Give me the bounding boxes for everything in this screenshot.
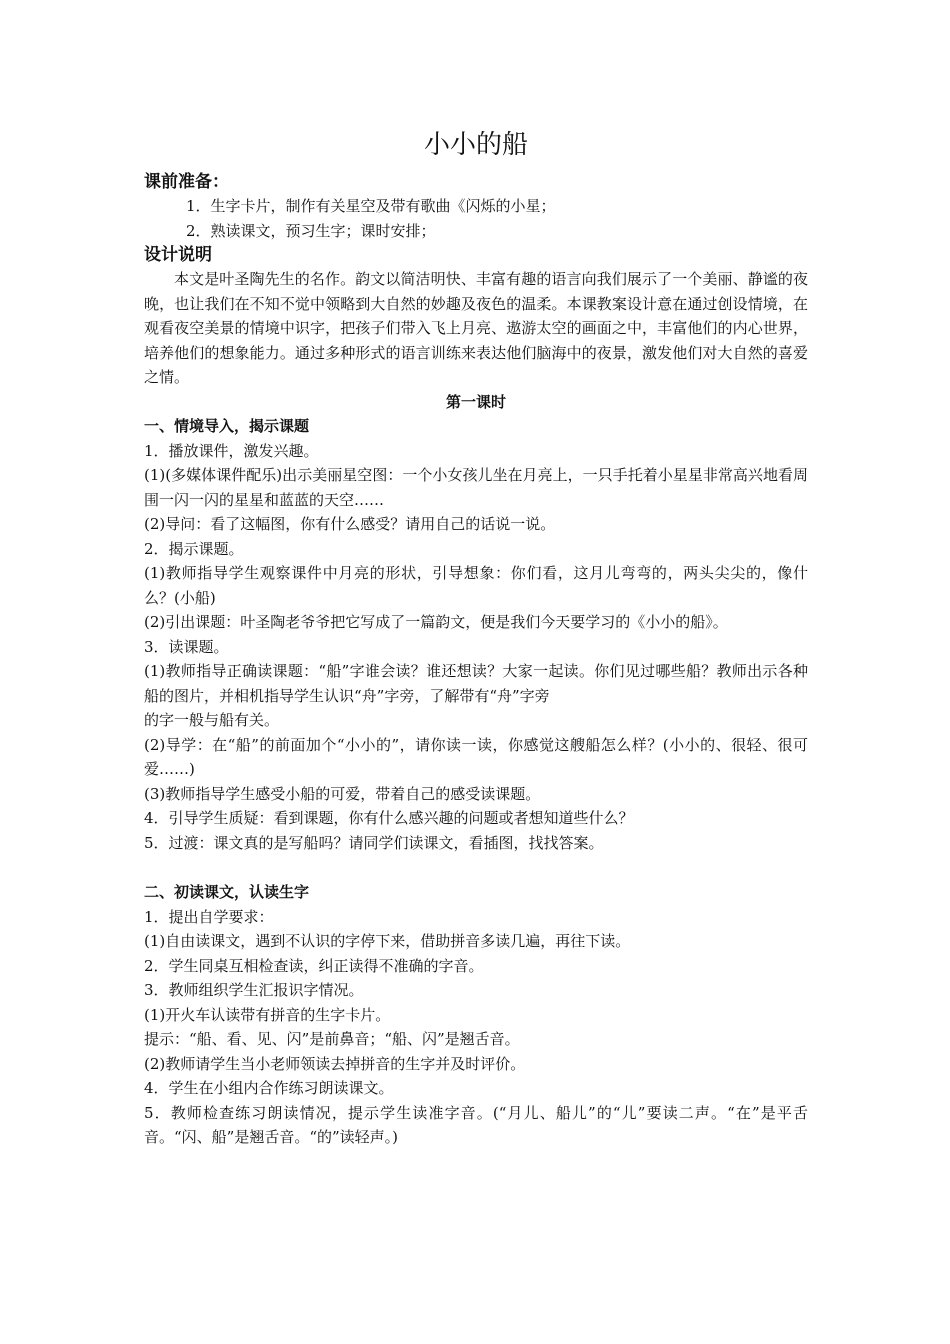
blank-line <box>144 855 808 880</box>
section1-line: 3．读课题。 <box>144 637 229 656</box>
section2-line: 2．学生同桌互相检查读，纠正读得不准确的字音。 <box>144 956 484 975</box>
section2-line: 1．提出自学要求： <box>144 907 274 926</box>
section2-line: 5．教师检查练习朗读情况，提示学生读准字音。(“月儿、船儿”的“儿”要读二声。“在”是平舌音。“闪、船”是翘舌音。“的”读轻声。) <box>144 1103 808 1146</box>
section1-line: 1．播放课件，激发兴趣。 <box>144 441 319 460</box>
section1-heading: 一、情境导入，揭示课题 <box>144 417 310 435</box>
section1-line: 5．过渡：课文真的是写船吗？请同学们读课文，看插图，找找答案。 <box>144 833 604 852</box>
section2-heading: 二、初读课文，认读生字 <box>144 883 310 901</box>
document-body <box>144 128 808 1150</box>
lesson-title: 第一课时 <box>445 392 506 411</box>
prep-item: 1．生字卡片，制作有关星空及带有歌曲《闪烁的小星； <box>186 197 556 215</box>
section1-line: 的字一般与船有关。 <box>144 711 280 729</box>
section1-line: (1)教师指导正确读课题：“船”字谁会读？谁还想读？大家一起读。你们见过哪些船？教师出示各种船的图片，并相机指导学生认识“舟”字旁，了解带有“舟”字旁 <box>144 662 808 705</box>
prep-heading: 课前准备： <box>144 172 229 192</box>
section1-line: (2)引出课题：叶圣陶老爷爷把它写成了一篇韵文，便是我们今天要学习的《小小的船》。 <box>144 613 728 631</box>
design-heading: 设计说明 <box>144 245 212 265</box>
section2-line: (1)自由读课文，遇到不认识的字停下来，借助拼音多读几遍，再往下读。 <box>144 932 631 950</box>
section2-line: 3．教师组织学生汇报识字情况。 <box>144 981 364 999</box>
section1-line: 4．引导学生质疑：看到课题，你有什么感兴趣的问题或者想知道些什么？ <box>144 809 634 827</box>
section1-line: 2．揭示课题。 <box>144 539 244 558</box>
section2-line: 4．学生在小组内合作练习朗读课文。 <box>144 1079 394 1097</box>
section1-line: (2)导学：在“船”的前面加个“小小的”，请你读一读，你感觉这艘船怎么样？(小小的、很轻、很可爱……) <box>144 735 808 778</box>
prep-item: 2．熟读课文，预习生字；课时安排； <box>186 221 436 240</box>
section2-line: (1)开火车认读带有拼音的生字卡片。 <box>144 1005 391 1024</box>
section2-line: 提示：“船、看、见、闪”是前鼻音；“船、闪”是翘舌音。 <box>144 1030 520 1048</box>
section1-line: (1)教师指导学生观察课件中月亮的形状，引导想象：你们看，这月儿弯弯的，两头尖尖的，像什么？(小船) <box>144 564 808 607</box>
section1-line: (3)教师指导学生感受小船的可爱，带着自己的感受读课题。 <box>144 784 541 803</box>
page-title: 小小的船 <box>423 130 528 160</box>
design-paragraph: 本文是叶圣陶先生的名作。韵文以简洁明快、丰富有趣的语言向我们展示了一个美丽、静谧的夜晚，也让我们在不知不觉中领略到大自然的妙趣及夜色的温柔。本课教案设计意在通过创设情境，在观看夜空美景的情境中识字，把孩子们带入飞上月亮、遨游太空的画面之中，丰富他们的内心世界，培养他们的想象能力。通过多种形式的语言训练来表达他们脑海中的夜景，激发他们对大自然的喜爱之情。 <box>144 270 808 386</box>
section2-line: (2)教师请学生当小老师领读去掉拼音的生字并及时评价。 <box>144 1054 526 1073</box>
section1-line: (2)导问：看了这幅图，你有什么感受？请用自己的话说一说。 <box>144 515 556 533</box>
section1-line: (1)(多媒体课件配乐)出示美丽星空图：一个小女孩儿坐在月亮上，一只手托着小星星非常高兴地看周围一闪一闪的星星和蓝蓝的天空…… <box>144 466 808 509</box>
